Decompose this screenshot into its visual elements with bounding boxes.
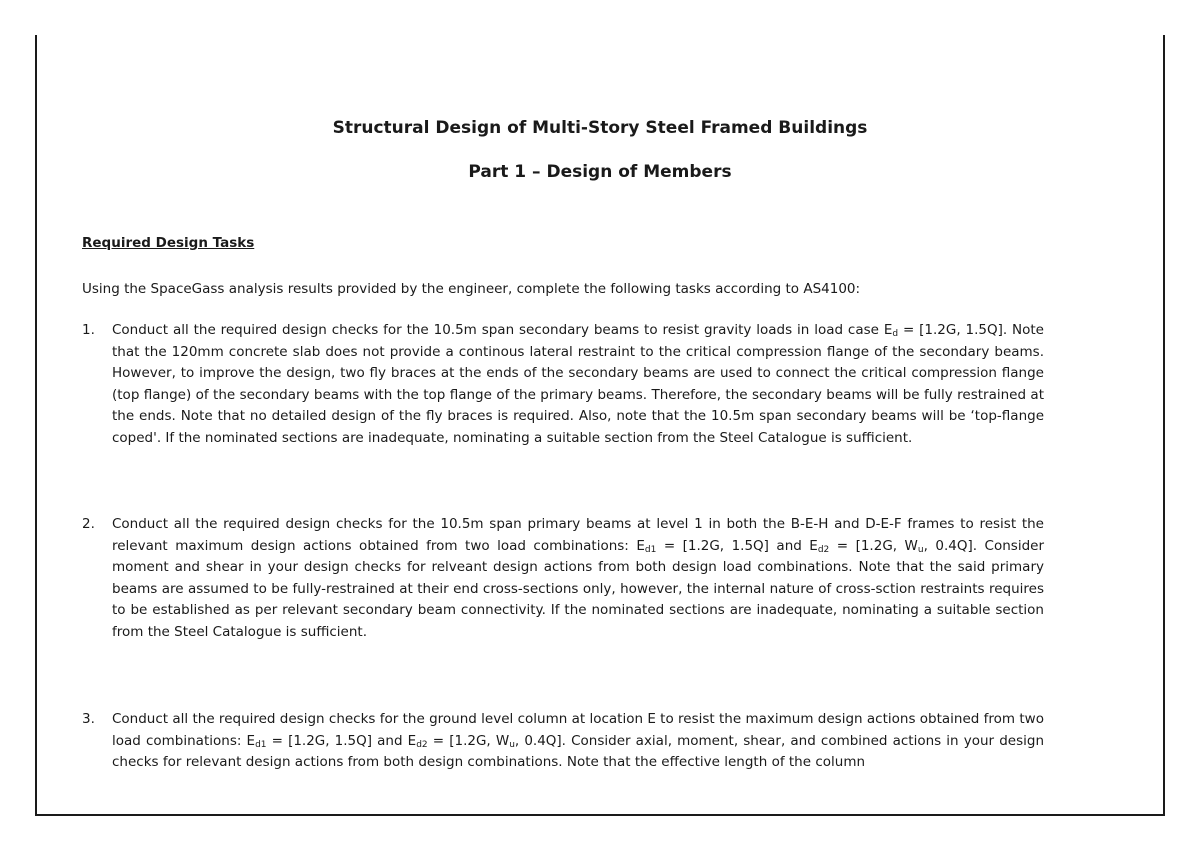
page-border-right	[1163, 35, 1165, 815]
task-item-1	[82, 320, 1044, 449]
document-subtitle: Part 1 – Design of Members	[468, 162, 732, 182]
intro-paragraph: Using the SpaceGass analysis results provided by the engineer, complete the following tasks according to AS4100:	[82, 281, 861, 297]
task-text: Conduct all the required design checks for the ground level column at location E to resist the maximum design actions obtained from two load combinations: $E_{d1} = [1.2G$, 1.5Q] and $E_{d2} = [1.2G$, $W_u$, 0.4Q]. Consider axial, moment, shear, and combined actions in your design checks for relevant design actions from both design combinations. Note that the effective length of the column	[112, 711, 1045, 770]
task-item-3	[82, 709, 1044, 774]
task-number: 2.	[82, 516, 95, 532]
document-title: Structural Design of Multi-Story Steel Framed Buildings	[332, 118, 868, 138]
section-heading: Required Design Tasks	[82, 235, 255, 251]
page-border-bottom	[35, 814, 1165, 816]
task-text: Conduct all the required design checks for the 10.5m span secondary beams to resist gravity loads in load case $E_d = [1.2G$, 1.5Q]. Note that the 120mm concrete slab does not provide a continous lateral restraint to the critical compression flange of the secondary beams. However, to improve the design, two fly braces at the ends of the secondary beams are used to connect the critical compression flange (top flange) of the secondary beams with the top flange of the primary beams. Therefore, the secondary beams will be fully restrained at the ends. Note that no detailed design of the fly braces is required. Also, note that the 10.5m span secondary beams will be ‘top-flange coped'. If the nominated sections are inadequate, nominating a suitable section from the Steel Catalogue is sufficient.	[112, 322, 1044, 446]
task-text: Conduct all the required design checks for the 10.5m span primary beams at level 1 in both the B-E-H and D-E-F frames to resist the relevant maximum design actions obtained from two load combinations: $E_{d1} = [1.2G$, 1.5Q] and $E_{d2} = [1.2G$, $W_u$, 0.4Q]. Consider moment and shear in your design checks for relveant design actions from both design load combinations. Note that the said primary beams are assumed to be fully-restrained at their end cross-sections only, however, the internal nature of cross-sction restraints requires to be established as per relevant secondary beam connectivity. If the nominated sections are inadequate, nominating a suitable section from the Steel Catalogue is sufficient.	[112, 516, 1044, 640]
page-border-left	[35, 35, 37, 815]
task-number: 1.	[82, 322, 95, 338]
task-item-2	[82, 514, 1044, 643]
task-number: 3.	[82, 711, 95, 727]
